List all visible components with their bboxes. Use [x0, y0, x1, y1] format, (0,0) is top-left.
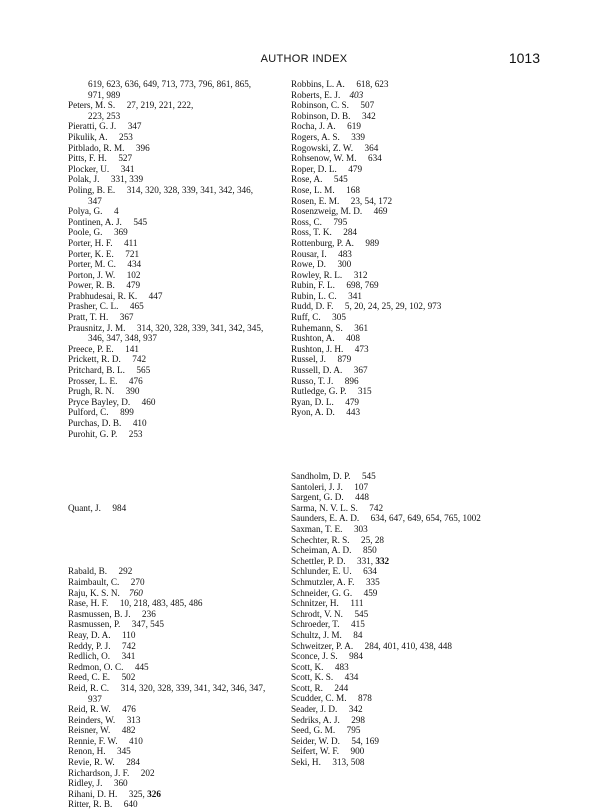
index-entry: Reisner, W. 482 [68, 725, 136, 736]
index-entry: Raimbault, C. 270 [68, 576, 145, 587]
index-entry: Rabald, B. 292 [68, 566, 133, 577]
index-entry: Redlich, O. 341 [68, 651, 136, 662]
index-entry: Russo, T. J. 896 [291, 375, 359, 386]
index-entry: Renon, H. 345 [68, 746, 131, 757]
index-entry-continuation: 223, 253 [88, 110, 121, 121]
index-column-left [68, 79, 290, 810]
index-entry: Prosser, L. E. 476 [68, 375, 143, 386]
index-entry-continuation: 347 [88, 195, 102, 206]
index-entry: Schechter, R. S. 25, 28 [291, 534, 385, 545]
index-entry: Sconce, J. S. 984 [291, 651, 363, 662]
index-entry: Polya, G. 4 [68, 206, 119, 217]
index-entry: Rohsenow, W. M. 634 [291, 153, 382, 164]
index-entry: Seider, W. D. 54, 169 [291, 735, 379, 746]
index-entry: Purchas, D. B. 410 [68, 418, 147, 428]
index-entry-bold-page: 332 [375, 555, 390, 566]
index-entry: Polak, J. 331, 339 [68, 174, 144, 185]
index-entry: Porter, M. C. 434 [68, 259, 142, 270]
index-entry: Scott, K. 483 [291, 661, 349, 672]
index-entry: Reid, R. W. 476 [68, 704, 136, 715]
index-entry: Russell, D. A. 367 [291, 365, 368, 376]
index-entry: Prausnitz, J. M. 314, 320, 328, 339, 341, 342, 345, [68, 322, 264, 333]
index-entry: Schweitzer, P. A. 284, 401, 410, 438, 448 [291, 640, 452, 651]
index-entry: Prickett, R. D. 742 [68, 354, 147, 365]
index-entry: Robinson, C. S. 507 [291, 100, 375, 111]
index-entry: Ridley, J. 360 [68, 778, 128, 789]
index-entry [291, 556, 581, 567]
index-entry: Ryan, D. L. 479 [291, 396, 360, 407]
index-entry: Russel, J. 879 [291, 354, 352, 365]
letter-section-gap [68, 439, 290, 503]
letter-section-gap [291, 418, 581, 471]
index-entry: Scott, R. 244 [291, 682, 349, 693]
index-entry: Rase, H. F. 10, 218, 483, 485, 486 [68, 598, 203, 609]
index-entry: Rowley, R. L. 312 [291, 269, 368, 280]
index-entry: Rogers, A. S. 339 [291, 131, 366, 142]
index-entry: Reddy, P. J. 742 [68, 640, 136, 651]
index-entry-continuation: 971, 989 [88, 89, 121, 100]
index-entry: Rose, A. 545 [291, 174, 348, 185]
index-entry: Pikulik, A. 253 [68, 131, 133, 142]
index-entry: Porter, H. F. 411 [68, 237, 138, 248]
index-entry: Schrodt, V. N. 545 [291, 608, 369, 619]
index-entry: Rudd, D. F. 5, 20, 24, 25, 29, 102, 973 [291, 301, 442, 312]
index-entry: Robinson, D. B. 342 [291, 110, 376, 121]
index-entry: Pulford, C. 899 [68, 407, 134, 418]
index-entry: Scudder, C. M. 878 [291, 693, 372, 704]
index-entry [68, 789, 290, 800]
index-entry: Saunders, E. A. D. 634, 647, 649, 654, 765, 1002 [291, 513, 481, 524]
index-entry: Quant, J. 984 [68, 502, 127, 513]
index-entry: Rasmussen, B. J. 236 [68, 608, 156, 619]
index-entry: Roper, D. L. 479 [291, 163, 363, 174]
index-entry: Reinders, W. 313 [68, 714, 141, 725]
index-entry: Pontinen, A. J. 545 [68, 216, 148, 227]
index-entry-name: Rihani, D. H. 325, [68, 788, 148, 799]
index-entry [291, 90, 581, 101]
index-entry: Seki, H. 313, 508 [291, 757, 365, 768]
index-entry: Sedriks, A. J. 298 [291, 714, 366, 725]
page-title: AUTHOR INDEX [260, 53, 348, 65]
index-entry: Rushton, A. 408 [291, 333, 360, 344]
index-entry: Schneider, G. G. 459 [291, 587, 378, 598]
index-entry [68, 588, 290, 599]
index-entry: Seifert, W. F. 900 [291, 746, 365, 757]
index-entry: Sargent, G. D. 448 [291, 492, 369, 503]
index-entry: Pritchard, B. L. 565 [68, 365, 151, 376]
index-entry: Preece, P. E. 141 [68, 343, 139, 354]
index-entry: Peters, M. S. 27, 219, 221, 222, [68, 100, 194, 111]
index-entry: Seed, G. M. 795 [291, 725, 361, 736]
index-entry-continuation: 937 [88, 693, 102, 704]
index-entry: Schlunder, E. U. 634 [291, 566, 377, 577]
index-entry: Poling, B. E. 314, 320, 328, 339, 341, 342, 346, [68, 184, 254, 195]
index-entry: Ross, C. 795 [291, 216, 348, 227]
index-entry: Robbins, L. A. 618, 623 [291, 79, 389, 89]
index-entry: Reid, R. C. 314, 320, 328, 339, 341, 342, 346, 347, [68, 682, 266, 693]
index-entry: Porter, K. E. 721 [68, 248, 140, 259]
index-entry: Ruff, C. 305 [291, 312, 346, 323]
index-entry-continuation: 619, 623, 636, 649, 713, 773, 796, 861, 865, [88, 79, 252, 89]
index-entry: Redmon, O. C. 445 [68, 661, 149, 672]
index-entry: Purohit, G. P. 253 [68, 428, 143, 439]
index-entry: Prugh, R. N. 390 [68, 386, 140, 397]
index-entry: Rottenburg, P. A. 989 [291, 237, 380, 248]
index-entry: Saxman, T. E. 303 [291, 523, 368, 534]
index-entry-bold-page: 326 [147, 788, 161, 799]
index-entry: Ryon, A. D. 443 [291, 407, 361, 418]
index-entry: Prabhudesai, R. K. 447 [68, 290, 163, 301]
index-entry: Schultz, J. M. 84 [291, 629, 363, 640]
index-entry: Richardson, J. F. 202 [68, 767, 155, 778]
index-entry: Pieratti, G. J. 347 [68, 121, 142, 132]
index-entry: Schnitzer, H. 111 [291, 598, 364, 609]
index-entry: Power, R. B. 479 [68, 280, 141, 291]
index-entry: Scott, K. S. 434 [291, 672, 359, 683]
index-entry: Schroeder, T. 415 [291, 619, 365, 630]
index-entry: Rasmussen, P. 347, 545 [68, 619, 164, 630]
index-entry: Plocker, U. 341 [68, 163, 135, 174]
index-entry: Rocha, J. A. 619 [291, 121, 361, 132]
index-entry: Rogowski, Z. W. 364 [291, 142, 379, 153]
index-entry: Ruhemann, S. 361 [291, 322, 369, 333]
index-entry-italic-page: 403 [349, 89, 364, 100]
index-entry: Revie, R. W. 284 [68, 757, 140, 768]
index-entry: Sandholm, D. P. 545 [291, 471, 376, 481]
page-header [68, 50, 540, 70]
index-entry: Rutledge, G. P. 315 [291, 386, 372, 397]
index-entry: Poole, G. 369 [68, 227, 128, 238]
page-number: 1013 [508, 50, 540, 66]
index-entry: Pryce Bayley, D. 460 [68, 396, 156, 407]
index-entry: Santoleri, J. J. 107 [291, 481, 369, 492]
index-entry: Scheiman, A. D. 850 [291, 545, 377, 556]
index-entry: Ritter, R. B. 640 [68, 799, 138, 810]
index-entry: Pitblado, R. M. 396 [68, 142, 150, 153]
index-entry: Rowe, D. 300 [291, 259, 352, 270]
index-entry-name: Raju, K. S. N. [68, 587, 129, 598]
index-entry: Seader, J. D. 342 [291, 704, 363, 715]
index-entry-name: Schettler, P. D. 331, [291, 555, 376, 566]
index-entry: Sarma, N. V. L. S. 742 [291, 502, 384, 513]
index-entry: Porton, J. W. 102 [68, 269, 141, 280]
index-entry: Pitts, F. H. 527 [68, 153, 133, 164]
index-entry: Rennie, F. W. 410 [68, 735, 143, 746]
index-entry: Reed, C. E. 502 [68, 672, 136, 683]
index-entry: Rubin, L. C. 341 [291, 290, 362, 301]
index-entry: Rubin, F. L. 698, 769 [291, 280, 379, 291]
index-entry: Pratt, T. H. 367 [68, 312, 134, 323]
index-column-right [291, 79, 581, 768]
index-entry: Ross, T. K. 284 [291, 227, 358, 238]
letter-section-gap [68, 513, 290, 566]
index-entry: Rosen, E. M. 23, 54, 172 [291, 195, 393, 206]
index-entry: Rushton, J. H. 473 [291, 343, 369, 354]
index-entry: Schmutzler, A. F. 335 [291, 576, 380, 587]
index-entry: Rousar, I. 483 [291, 248, 352, 259]
index-entry: Rosenzweig, M. D. 469 [291, 206, 388, 217]
index-entry: Prasher, C. L. 465 [68, 301, 144, 312]
index-entry-name: Roberts, E. J. [291, 89, 350, 100]
index-entry: Reay, D. A. 110 [68, 629, 136, 640]
index-entry-italic-page: 760 [129, 587, 143, 598]
index-entry: Rose, L. M. 168 [291, 184, 360, 195]
index-entry-continuation: 346, 347, 348, 937 [88, 333, 157, 344]
